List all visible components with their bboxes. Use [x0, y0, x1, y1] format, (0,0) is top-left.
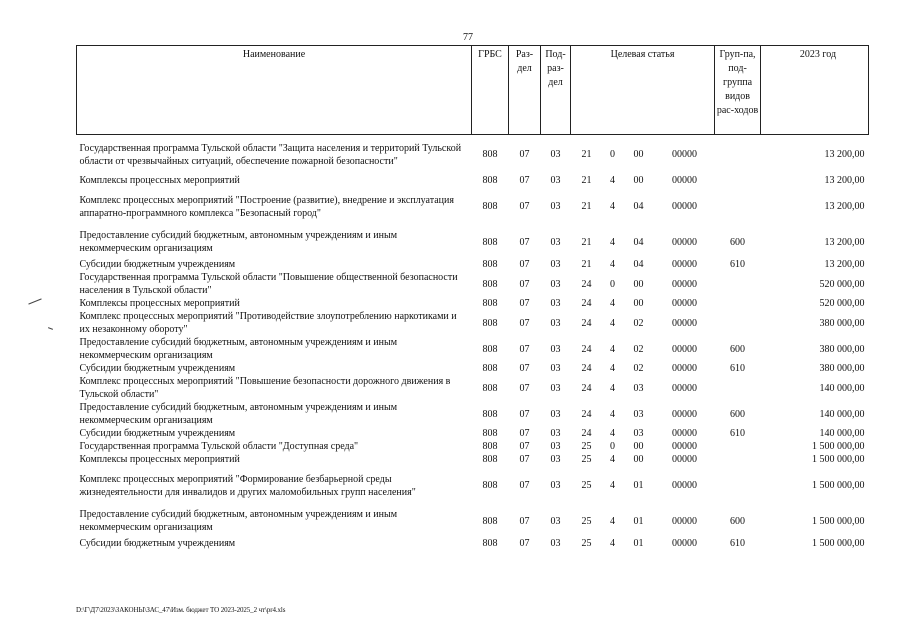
row-target-program: 24: [581, 317, 592, 329]
row-target-direction: 00000: [672, 454, 698, 465]
row-razdel: 07: [519, 382, 530, 394]
row-target-subprogram: 00: [633, 278, 644, 290]
row-podrazdel: 03: [550, 454, 561, 465]
row-target-subprogram: 04: [633, 259, 644, 270]
row-target-type: 0: [610, 441, 615, 452]
row-podrazdel: 03: [550, 515, 561, 527]
row-razdel: 07: [519, 201, 530, 212]
row-grbs: 808: [482, 278, 498, 290]
margin-scan-mark: [48, 327, 53, 330]
row-grbs: 808: [482, 259, 498, 270]
header-expense-group: Груп-па, под-группа видов рас-ходов: [715, 46, 761, 135]
row-razdel: 07: [519, 149, 530, 160]
row-grbs: 808: [482, 343, 498, 355]
row-grbs: 808: [482, 515, 498, 527]
row-amount: 1 500 000,00: [812, 538, 865, 549]
table-row: [77, 505, 869, 537]
row-expense-group: 610: [730, 538, 746, 549]
row-target-direction: 00000: [672, 382, 698, 394]
row-target-program: 24: [581, 363, 592, 374]
row-grbs: 808: [482, 175, 498, 186]
row-amount: 140 000,00: [819, 382, 865, 394]
row-target-direction: 00000: [672, 428, 698, 439]
row-target-program: 25: [581, 480, 592, 491]
row-target-type: 0: [610, 278, 615, 290]
row-podrazdel: 03: [550, 149, 561, 160]
row-name: Комплекс процессных мероприятий "Повышение безопасности дорожного движения в Тульской области": [79, 376, 451, 400]
row-expense-group: 600: [730, 408, 746, 420]
row-podrazdel: 03: [550, 538, 561, 549]
row-expense-group: 600: [730, 236, 746, 248]
row-target-program: 24: [581, 298, 592, 309]
row-razdel: 07: [519, 278, 530, 290]
row-target-subprogram: 00: [633, 149, 644, 160]
row-name: Предоставление субсидий бюджетным, автономным учреждениям и иным некоммерческим организациям: [79, 402, 398, 426]
row-razdel: 07: [519, 454, 530, 465]
row-target-type: 4: [610, 298, 615, 309]
row-name: Комплекс процессных мероприятий "Противодействие злоупотреблению наркотиками и их незаконному обороту": [79, 311, 457, 335]
row-target-subprogram: 03: [633, 382, 644, 394]
row-target-program: 24: [581, 428, 592, 439]
row-grbs: 808: [482, 441, 498, 452]
row-target-direction: 00000: [672, 408, 698, 420]
row-podrazdel: 03: [550, 363, 561, 374]
row-podrazdel: 03: [550, 343, 561, 355]
page-number: 77: [463, 32, 473, 43]
row-grbs: 808: [482, 236, 498, 248]
row-amount: 13 200,00: [824, 259, 865, 270]
row-target-subprogram: 00: [633, 298, 644, 309]
table-row: [77, 258, 869, 271]
row-expense-group: [715, 466, 761, 505]
row-name: Предоставление субсидий бюджетным, автономным учреждениям и иным некоммерческим организациям: [79, 337, 398, 361]
row-target-program: 21: [581, 175, 592, 186]
row-expense-group: [715, 297, 761, 310]
row-target-program: 25: [581, 538, 592, 549]
row-podrazdel: 03: [550, 236, 561, 248]
row-target-direction: 00000: [672, 480, 698, 491]
table-row: [77, 336, 869, 362]
row-target-type: 4: [610, 236, 615, 248]
table-row: [77, 537, 869, 550]
row-amount: 520 000,00: [819, 278, 865, 290]
row-expense-group: [715, 174, 761, 187]
header-target-article: Целевая статья: [571, 46, 715, 135]
table-row: [77, 226, 869, 258]
row-target-direction: 00000: [672, 298, 698, 309]
row-target-program: 25: [581, 454, 592, 465]
header-razdel: Раз-дел: [509, 46, 541, 135]
table-row: [77, 375, 869, 401]
table-row: [77, 427, 869, 440]
row-razdel: 07: [519, 298, 530, 309]
row-podrazdel: 03: [550, 317, 561, 329]
row-target-subprogram: 00: [633, 175, 644, 186]
table-row: [77, 466, 869, 505]
row-target-direction: 00000: [672, 343, 698, 355]
row-target-direction: 00000: [672, 175, 698, 186]
row-podrazdel: 03: [550, 441, 561, 452]
row-target-program: 25: [581, 441, 592, 452]
row-razdel: 07: [519, 408, 530, 420]
row-expense-group: 610: [730, 259, 746, 270]
row-podrazdel: 03: [550, 408, 561, 420]
row-razdel: 07: [519, 236, 530, 248]
row-target-program: 21: [581, 236, 592, 248]
row-grbs: 808: [482, 201, 498, 212]
row-expense-group: [715, 271, 761, 297]
row-grbs: 808: [482, 149, 498, 160]
row-razdel: 07: [519, 317, 530, 329]
row-target-program: 24: [581, 343, 592, 355]
row-target-subprogram: 00: [633, 454, 644, 465]
row-target-direction: 00000: [672, 149, 698, 160]
row-target-program: 24: [581, 278, 592, 290]
row-target-direction: 00000: [672, 236, 698, 248]
row-target-subprogram: 03: [633, 408, 644, 420]
budget-table: [76, 45, 869, 550]
row-target-direction: 00000: [672, 441, 698, 452]
row-target-program: 21: [581, 201, 592, 212]
table-row: [77, 174, 869, 187]
row-target-type: 4: [610, 515, 615, 527]
row-name: Предоставление субсидий бюджетным, автономным учреждениям и иным некоммерческим организациям: [79, 230, 398, 254]
row-target-subprogram: 02: [633, 363, 644, 374]
row-amount: 13 200,00: [824, 149, 865, 160]
row-target-subprogram: 04: [633, 236, 644, 248]
row-target-program: 21: [581, 149, 592, 160]
table-row: [77, 297, 869, 310]
row-grbs: 808: [482, 428, 498, 439]
row-target-subprogram: 01: [633, 515, 644, 527]
row-grbs: 808: [482, 480, 498, 491]
row-podrazdel: 03: [550, 480, 561, 491]
row-amount: 1 500 000,00: [812, 515, 865, 527]
row-target-direction: 00000: [672, 538, 698, 549]
row-target-type: 4: [610, 201, 615, 212]
row-podrazdel: 03: [550, 259, 561, 270]
header-grbs: ГРБС: [472, 46, 509, 135]
row-name: Субсидии бюджетным учреждениям: [79, 428, 236, 439]
row-target-type: 4: [610, 538, 615, 549]
row-name: Субсидии бюджетным учреждениям: [79, 259, 236, 270]
row-amount: 13 200,00: [824, 175, 865, 186]
row-target-direction: 00000: [672, 317, 698, 329]
row-amount: 380 000,00: [819, 363, 865, 374]
row-grbs: 808: [482, 382, 498, 394]
margin-scan-mark: [28, 298, 41, 304]
table-row: [77, 440, 869, 453]
row-name: Субсидии бюджетным учреждениям: [79, 538, 236, 549]
row-expense-group: [715, 187, 761, 226]
row-grbs: 808: [482, 408, 498, 420]
table-row: [77, 310, 869, 336]
row-target-type: 4: [610, 454, 615, 465]
row-expense-group: 610: [730, 428, 746, 439]
row-podrazdel: 03: [550, 428, 561, 439]
row-target-subprogram: 00: [633, 441, 644, 452]
row-target-program: 24: [581, 408, 592, 420]
row-grbs: 808: [482, 538, 498, 549]
row-target-direction: 00000: [672, 363, 698, 374]
row-target-subprogram: 01: [633, 538, 644, 549]
row-target-type: 4: [610, 408, 615, 420]
row-name: Предоставление субсидий бюджетным, автономным учреждениям и иным некоммерческим организациям: [79, 509, 398, 533]
row-razdel: 07: [519, 428, 530, 439]
row-expense-group: 600: [730, 343, 746, 355]
row-target-type: 4: [610, 175, 615, 186]
row-target-subprogram: 03: [633, 428, 644, 439]
row-expense-group: [715, 310, 761, 336]
row-razdel: 07: [519, 175, 530, 186]
row-target-type: 0: [610, 149, 615, 160]
row-name: Комплексы процессных мероприятий: [79, 298, 240, 309]
row-name: Государственная программа Тульской области "Защита населения и территорий Тульской области от чрезвычайных ситуаций, обеспечение пожарной безопасности": [79, 142, 462, 167]
row-target-subprogram: 02: [633, 343, 644, 355]
row-expense-group: [715, 135, 761, 175]
row-amount: 520 000,00: [819, 298, 865, 309]
row-expense-group: 600: [730, 515, 746, 527]
table-row: [77, 135, 869, 175]
row-target-subprogram: 04: [633, 201, 644, 212]
row-amount: 1 500 000,00: [812, 454, 865, 465]
row-target-type: 4: [610, 259, 615, 270]
row-amount: 1 500 000,00: [812, 480, 865, 491]
row-razdel: 07: [519, 538, 530, 549]
row-amount: 13 200,00: [824, 201, 865, 212]
row-podrazdel: 03: [550, 298, 561, 309]
row-expense-group: [715, 440, 761, 453]
row-target-program: 21: [581, 259, 592, 270]
row-amount: 1 500 000,00: [812, 441, 865, 452]
row-name: Государственная программа Тульской области "Повышение общественной безопасности населения в Тульской области": [79, 272, 458, 296]
header-name: Наименование: [77, 46, 472, 135]
row-grbs: 808: [482, 298, 498, 309]
row-amount: 140 000,00: [819, 408, 865, 420]
table-row: [77, 453, 869, 466]
row-razdel: 07: [519, 480, 530, 491]
row-amount: 13 200,00: [824, 236, 865, 248]
table-row: [77, 401, 869, 427]
row-target-program: 25: [581, 515, 592, 527]
header-year-2023: 2023 год: [761, 46, 869, 135]
row-expense-group: [715, 453, 761, 466]
row-name: Комплексы процессных мероприятий: [79, 454, 240, 465]
row-target-direction: 00000: [672, 278, 698, 290]
row-target-direction: 00000: [672, 201, 698, 212]
row-target-subprogram: 01: [633, 480, 644, 491]
row-target-type: 4: [610, 480, 615, 491]
header-podrazdel: Под-раз-дел: [541, 46, 571, 135]
row-grbs: 808: [482, 317, 498, 329]
row-amount: 380 000,00: [819, 343, 865, 355]
row-razdel: 07: [519, 441, 530, 452]
row-target-subprogram: 02: [633, 317, 644, 329]
row-name: Субсидии бюджетным учреждениям: [79, 363, 236, 374]
row-target-type: 4: [610, 382, 615, 394]
row-expense-group: 610: [730, 363, 746, 374]
table-row: [77, 187, 869, 226]
table-body: [77, 135, 869, 551]
row-target-direction: 00000: [672, 515, 698, 527]
row-target-type: 4: [610, 363, 615, 374]
row-target-type: 4: [610, 317, 615, 329]
row-target-direction: 00000: [672, 259, 698, 270]
row-expense-group: [715, 375, 761, 401]
row-amount: 380 000,00: [819, 317, 865, 329]
row-podrazdel: 03: [550, 278, 561, 290]
row-razdel: 07: [519, 515, 530, 527]
table-row: [77, 362, 869, 375]
row-podrazdel: 03: [550, 201, 561, 212]
row-name: Комплекс процессных мероприятий "Построение (развитие), внедрение и эксплуатация аппаратно-программного комплекса "Безопасный город": [79, 194, 454, 219]
row-grbs: 808: [482, 363, 498, 374]
row-name: Комплекс процессных мероприятий "Формирование безбарьерной среды жизнедеятельности для инвалидов и других маломобильных групп населения": [79, 473, 416, 498]
row-target-program: 24: [581, 382, 592, 394]
table-row: [77, 271, 869, 297]
row-name: Государственная программа Тульской области "Доступная среда": [79, 441, 359, 452]
row-podrazdel: 03: [550, 175, 561, 186]
row-grbs: 808: [482, 454, 498, 465]
row-razdel: 07: [519, 259, 530, 270]
footer-file-path: D:\Г\Д7\2023\ЗАКОНЫ\ЗАС_47\Изм. бюджет ТО 2023-2025_2 чт\pr4.xls: [76, 606, 286, 614]
row-target-type: 4: [610, 428, 615, 439]
row-razdel: 07: [519, 343, 530, 355]
row-podrazdel: 03: [550, 382, 561, 394]
row-razdel: 07: [519, 363, 530, 374]
row-name: Комплексы процессных мероприятий: [79, 175, 240, 186]
row-amount: 140 000,00: [819, 428, 865, 439]
row-target-type: 4: [610, 343, 615, 355]
